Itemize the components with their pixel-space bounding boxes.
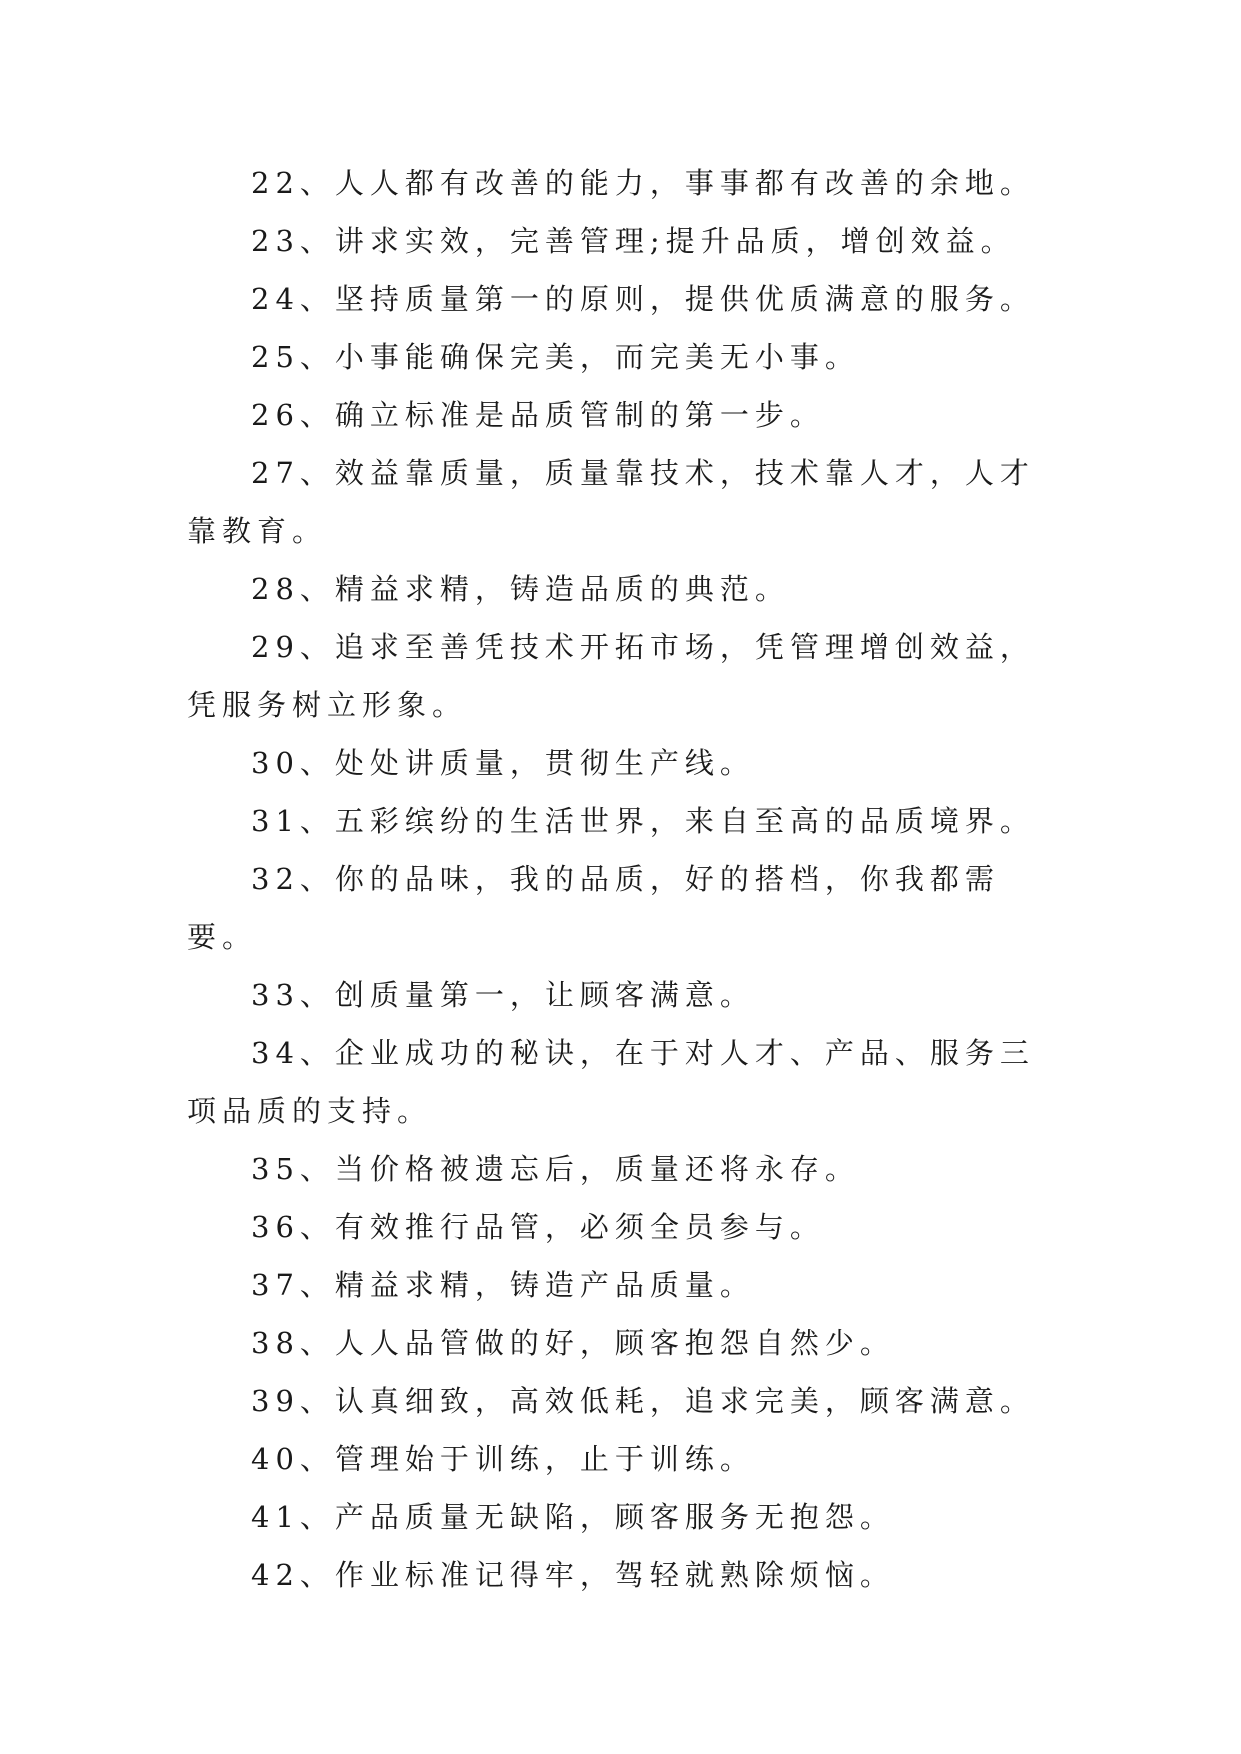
- slogan-27: 27、效益靠质量，质量靠技术，技术靠人才，人才靠教育。: [187, 456, 1035, 548]
- slogan-39: 39、认真细致，高效低耗，追求完美，顾客满意。: [251, 1384, 1035, 1418]
- slogan-23: 23、讲求实效，完善管理;提升品质，增创效益。: [251, 224, 1016, 258]
- slogan-22: 22、人人都有改善的能力，事事都有改善的余地。: [251, 166, 1035, 200]
- slogan-34: 34、企业成功的秘诀，在于对人才、产品、服务三项品质的支持。: [187, 1036, 1035, 1128]
- document-body: [187, 154, 1057, 1604]
- slogan-36: 36、有效推行品管，必须全员参与。: [251, 1210, 825, 1244]
- slogan-37: 37、精益求精，铸造产品质量。: [251, 1268, 755, 1302]
- slogan-30: 30、处处讲质量，贯彻生产线。: [251, 746, 755, 780]
- slogan-32: 32、你的品味，我的品质，好的搭档，你我都需要。: [187, 862, 1000, 954]
- slogan-25: 25、小事能确保完美，而完美无小事。: [251, 340, 860, 374]
- slogan-41: 41、产品质量无缺陷，顾客服务无抱怨。: [251, 1500, 895, 1534]
- slogan-33: 33、创质量第一，让顾客满意。: [251, 978, 755, 1012]
- slogan-31: 31、五彩缤纷的生活世界，来自至高的品质境界。: [251, 804, 1035, 838]
- slogan-42: 42、作业标准记得牢，驾轻就熟除烦恼。: [251, 1558, 895, 1592]
- slogan-26: 26、确立标准是品质管制的第一步。: [251, 398, 825, 432]
- slogan-35: 35、当价格被遗忘后，质量还将永存。: [251, 1152, 860, 1186]
- slogan-40: 40、管理始于训练，止于训练。: [251, 1442, 755, 1476]
- slogan-28: 28、精益求精，铸造品质的典范。: [251, 572, 790, 606]
- slogan-38: 38、人人品管做的好，顾客抱怨自然少。: [251, 1326, 895, 1360]
- slogan-29: 29、追求至善凭技术开拓市场，凭管理增创效益，凭服务树立形象。: [187, 630, 1035, 722]
- slogan-24: 24、坚持质量第一的原则，提供优质满意的服务。: [251, 282, 1035, 316]
